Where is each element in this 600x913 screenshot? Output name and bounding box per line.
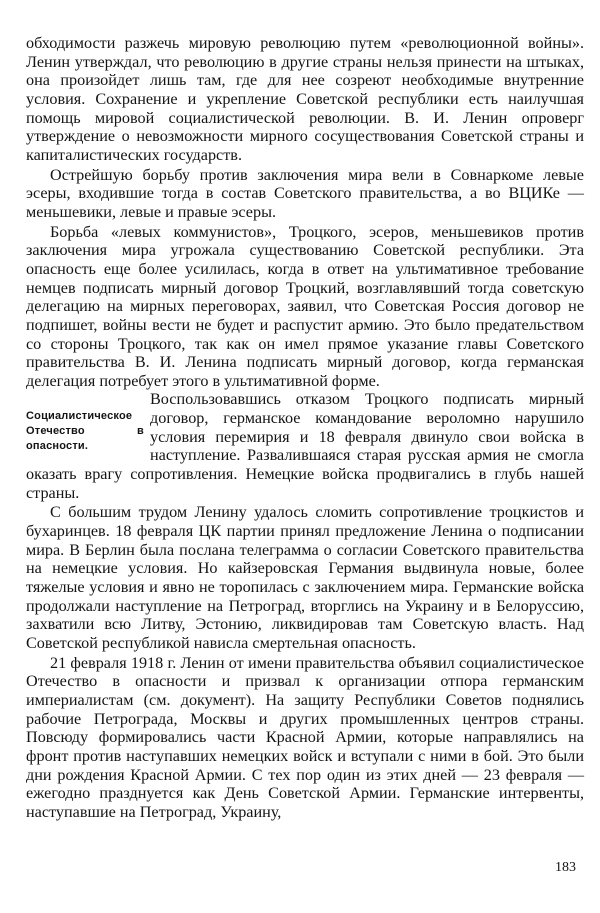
paragraph-5: С большим трудом Ленину удалось сломить сопротивление троцкистов и бухаринцев. 18 февраля ЦК партии принял предложение Ленина о подписании мира. В Берлин была послана телеграмма о согласии Советского правительства на немецкие условия. Но кайзеровская Германия выдвинула новые, более тяжелые условия и явно не торопилась с заключением мира. Германские войска продолжали наступление на Петроград, вторглись на Украину и в Белоруссию, захватили всю Литву, Эстонию, ликвидировав там Советскую власть. Над Советской республикой нависла смертельная опасность. — [26, 503, 584, 652]
page-body — [26, 34, 584, 822]
margin-note-section — [26, 390, 584, 502]
margin-note: Социалистическое Отечество в опасности. — [26, 410, 144, 453]
paragraph-6: 21 февраля 1918 г. Ленин от имени правительства объявил социалистическое Отечество в опасности и призвал к организации отпора германским империалистам (см. документ). На защиту Республики Советов поднялись рабочие Петрограда, Москвы и других промышленных центров страны. Повсюду формировались части Красной Армии, которые направлялись на фронт против наступавших немецких войск и вступали с ними в бой. Это были дни рождения Красной Армии. С тех пор один из этих дней — 23 февраля — ежегодно празднуется как День Советской Армии. Германские интервенты, наступавшие на Петроград, Украину, — [26, 653, 584, 821]
paragraph-1: обходимости разжечь мировую революцию путем «революционной войны». Ленин утверждал, что революцию в другие страны нельзя принести на штыках, она произойдет лишь там, где для нее созреют необходимые внутренние условия. Сохранение и укрепление Советской республики есть наилучшая помощь мировой социалистической революции. В. И. Ленин опроверг утверждение о невозможности мирного сосуществования Советской страны и капиталистических государств. — [26, 34, 584, 164]
paragraph-4: Воспользовавшись отказом Троцкого подписать мирный договор, германское командование вероломно нарушило условия перемирия и 18 февраля двинуло свои войска в наступление. Развалившаяся старая русская армия не смогла оказать врагу сопротивления. Немецкие войска продвигались в глубь нашей страны. — [26, 390, 584, 502]
page-number: 183 — [555, 860, 576, 875]
paragraph-3: Борьба «левых коммунистов», Троцкого, эсеров, меньшевиков против заключения мира угрожала существованию Советской республики. Эта опасность еще более усилилась, когда в ответ на ультимативное требование немцев подписать мирный договор Троцкий, возглавлявший тогда советскую делегацию на мирных переговорах, заявил, что Советская Россия договор не подпишет, войны вести не будет и распустит армию. Это было предательством со стороны Троцкого, так как он имел прямое указание главы Советского правительства В. И. Ленина подписать мирный договор, когда германская делегация потребует этого в ультимативной форме. — [26, 222, 584, 390]
paragraph-2: Острейшую борьбу против заключения мира вели в Совнаркоме левые эсеры, входившие тогда в состав Советского правительства, а во ВЦИКе — меньшевики, левые и правые эсеры. — [26, 165, 584, 221]
